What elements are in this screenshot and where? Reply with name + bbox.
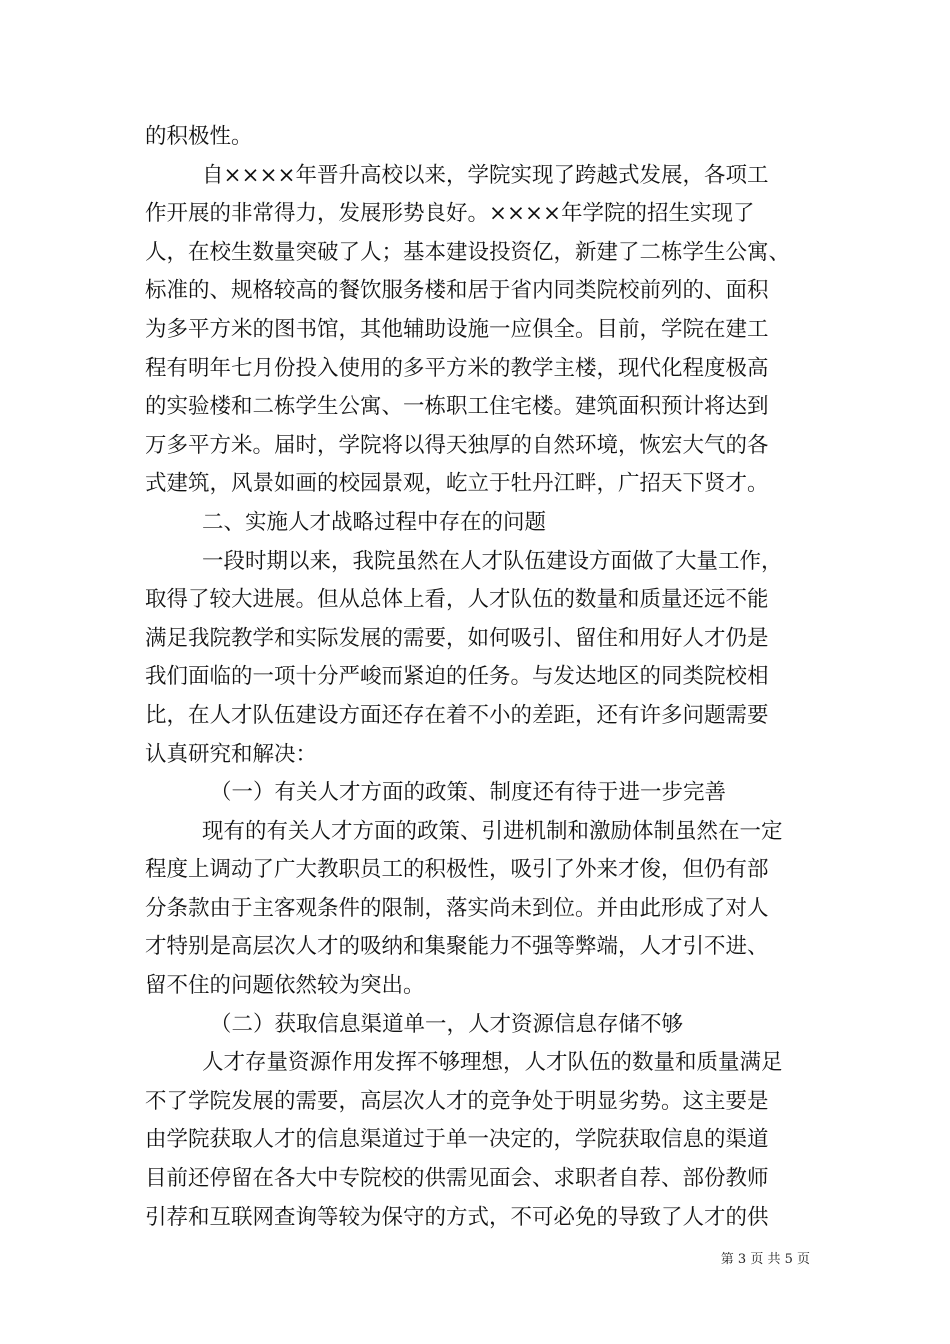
text-line: 标准的、规格较高的餐饮服务楼和居于省内同类院校前列的、面积: [145, 278, 769, 304]
text-line: 我们面临的一项十分严峻而紧迫的任务。与发达地区的同类院校相: [145, 664, 769, 690]
text-line: （二）获取信息渠道单一，人才资源信息存储不够: [210, 1011, 684, 1037]
text-line: 二、实施人才战略过程中存在的问题: [202, 509, 547, 535]
text-line: 程度上调动了广大教职员工的积极性，吸引了外来才俊，但仍有部: [145, 857, 769, 883]
text-line: 才特别是高层次人才的吸纳和集聚能力不强等弊端，人才引不进、: [145, 934, 769, 960]
body-text: [145, 118, 815, 1237]
text-line: 一段时期以来，我院虽然在人才队伍建设方面做了大量工作，: [202, 548, 783, 574]
text-line: 程有明年七月份投入使用的多平方米的教学主楼，现代化程度极高: [145, 355, 769, 381]
text-line: 比，在人才队伍建设方面还存在着不小的差距，还有许多问题需要: [145, 702, 769, 728]
text-line: 式建筑，风景如画的校园景观，屹立于牡丹江畔，广招天下贤才。: [145, 471, 769, 497]
page-number-footer: 第 3 页 共 5 页: [720, 1252, 810, 1267]
text-line: 万多平方米。届时，学院将以得天独厚的自然环境，恢宏大气的各: [145, 432, 769, 458]
text-line: 引荐和互联网查询等较为保守的方式，不可必免的导致了人才的供: [145, 1204, 769, 1230]
text-line: 人才存量资源作用发挥不够理想，人才队伍的数量和质量满足: [202, 1050, 783, 1076]
text-line: （一）有关人才方面的政策、制度还有待于进一步完善: [210, 780, 727, 806]
text-line: 不了学院发展的需要，高层次人才的竞争处于明显劣势。这主要是: [145, 1088, 769, 1114]
text-line: 的实验楼和二栋学生公寓、一栋职工住宅楼。建筑面积预计将达到: [145, 394, 769, 420]
text-line: 由学院获取人才的信息渠道过于单一决定的，学院获取信息的渠道: [145, 1127, 769, 1153]
text-line: 自××××年晋升高校以来，学院实现了跨越式发展，各项工: [202, 162, 769, 188]
text-line: 满足我院教学和实际发展的需要，如何吸引、留住和用好人才仍是: [145, 625, 769, 651]
text-line: 的积极性。: [145, 124, 253, 149]
text-line: 人，在校生数量突破了人；基本建设投资亿，新建了二栋学生公寓、: [145, 239, 791, 265]
text-line: 分条款由于主客观条件的限制，落实尚未到位。并由此形成了对人: [145, 895, 769, 921]
text-line: 为多平方米的图书馆，其他辅助设施一应俱全。目前，学院在建工: [145, 316, 769, 342]
text-line: 目前还停留在各大中专院校的供需见面会、求职者自荐、部份教师: [145, 1166, 769, 1192]
text-line: 留不住的问题依然较为突出。: [145, 973, 425, 999]
text-line: 作开展的非常得力，发展形势良好。××××年学院的招生实现了: [145, 201, 755, 227]
text-line: 现有的有关人才方面的政策、引进机制和激励体制虽然在一定: [202, 818, 783, 844]
text-line: 认真研究和解决：: [145, 741, 318, 767]
text-line: 取得了较大进展。但从总体上看，人才队伍的数量和质量还远不能: [145, 587, 769, 613]
